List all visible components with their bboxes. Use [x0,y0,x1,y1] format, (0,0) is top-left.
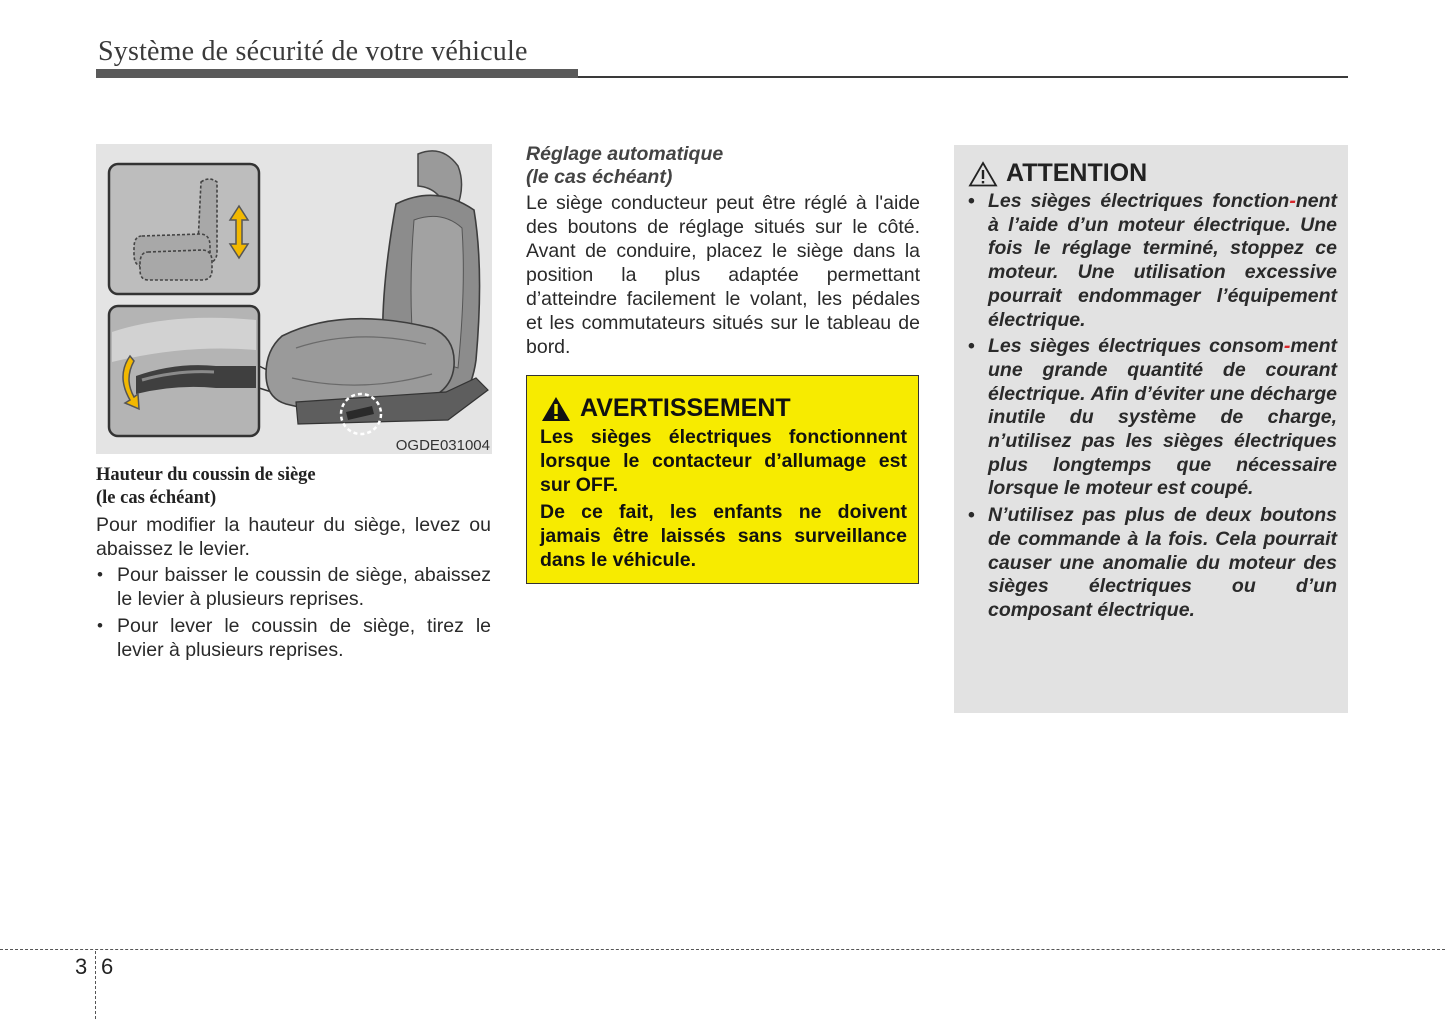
section-intro: Pour modifier la hauteur du siège, levez ou abaissez le levier. [96,514,491,560]
caution-list [966,190,1337,626]
caution-box [954,145,1348,713]
caution-text: Les sièges électriques consom [988,335,1284,358]
list-item: • Pour baisser le coussin de siège, abaissez le levier à plusieurs reprises. [96,563,491,611]
caution-title [968,159,1147,188]
caution-text: nent à l’aide d’un moteur électrique. Une fois le réglage terminé, stoppez ce moteur. Une utilisation excessive pourrait endommager l’équipement électrique. [988,190,1337,331]
power-seat-section [526,143,920,359]
warning-box [526,375,919,584]
section-heading-note: (le cas échéant) [96,488,217,508]
chapter-number: 3 [75,954,88,979]
hyphen-mark: - [1289,190,1296,212]
section-heading: Réglage automatique [526,143,724,165]
section-heading: Hauteur du coussin de siège [96,465,316,485]
figure-code: OGDE031004 [395,437,490,454]
section-body: Le siège conducteur peut être réglé à l'aide des boutons de réglage situés sur le côté. Avant de conduire, placez le siège dans la position la plus adaptée permettant d’atteindre facilement le volant, les pédales et les commutateurs situés sur le tableau de bord. [526,192,920,358]
header-rule-thick [96,69,578,78]
footer-rule [0,949,1445,950]
hyphen-mark: - [1283,335,1291,358]
page-title: Système de sécurité de votre véhicule [98,36,528,67]
header-rule-thin [578,76,1348,78]
caution-triangle-icon [968,161,998,187]
warning-body [540,425,907,575]
list-item [966,504,1337,623]
seat-height-illustration [96,144,492,454]
instruction-list [96,563,491,662]
warning-paragraph: De ce fait, les enfants ne doivent jamais être laissés sans surveillance dans le véhicule. [540,501,907,571]
footer-divider [95,951,96,1019]
seat-illustration-graphic [96,144,492,454]
caution-text: Les sièges électriques fonction [988,190,1290,212]
caution-title-text: ATTENTION [1006,159,1148,187]
seat-height-section [96,464,491,665]
page-number: 6 [101,954,114,979]
caution-text: N’utilisez pas plus de deux boutons de commande à la fois. Cela pourrait causer une anomalie du moteur des sièges électriques ou d’un composant électrique. [988,504,1337,621]
list-item: • Pour lever le coussin de siège, tirez le levier à plusieurs reprises. [96,614,491,662]
list-item [966,335,1337,501]
warning-title-text: AVERTISSEMENT [580,394,791,422]
section-heading-note: (le cas échéant) [526,166,673,188]
warning-triangle-icon [541,396,571,422]
list-item [966,190,1337,332]
warning-title [541,394,791,423]
caution-text: ment une grande quantité de courant électrique. Afin d’éviter une décharge inutile du système de charge, n’utilisez pas les sièges électriques plus longtemps que nécessaire lorsque le moteur est coupé. [988,335,1337,500]
warning-paragraph: Les sièges électriques fonctionnent lorsque le contacteur d’allumage est sur OFF. [540,426,907,496]
